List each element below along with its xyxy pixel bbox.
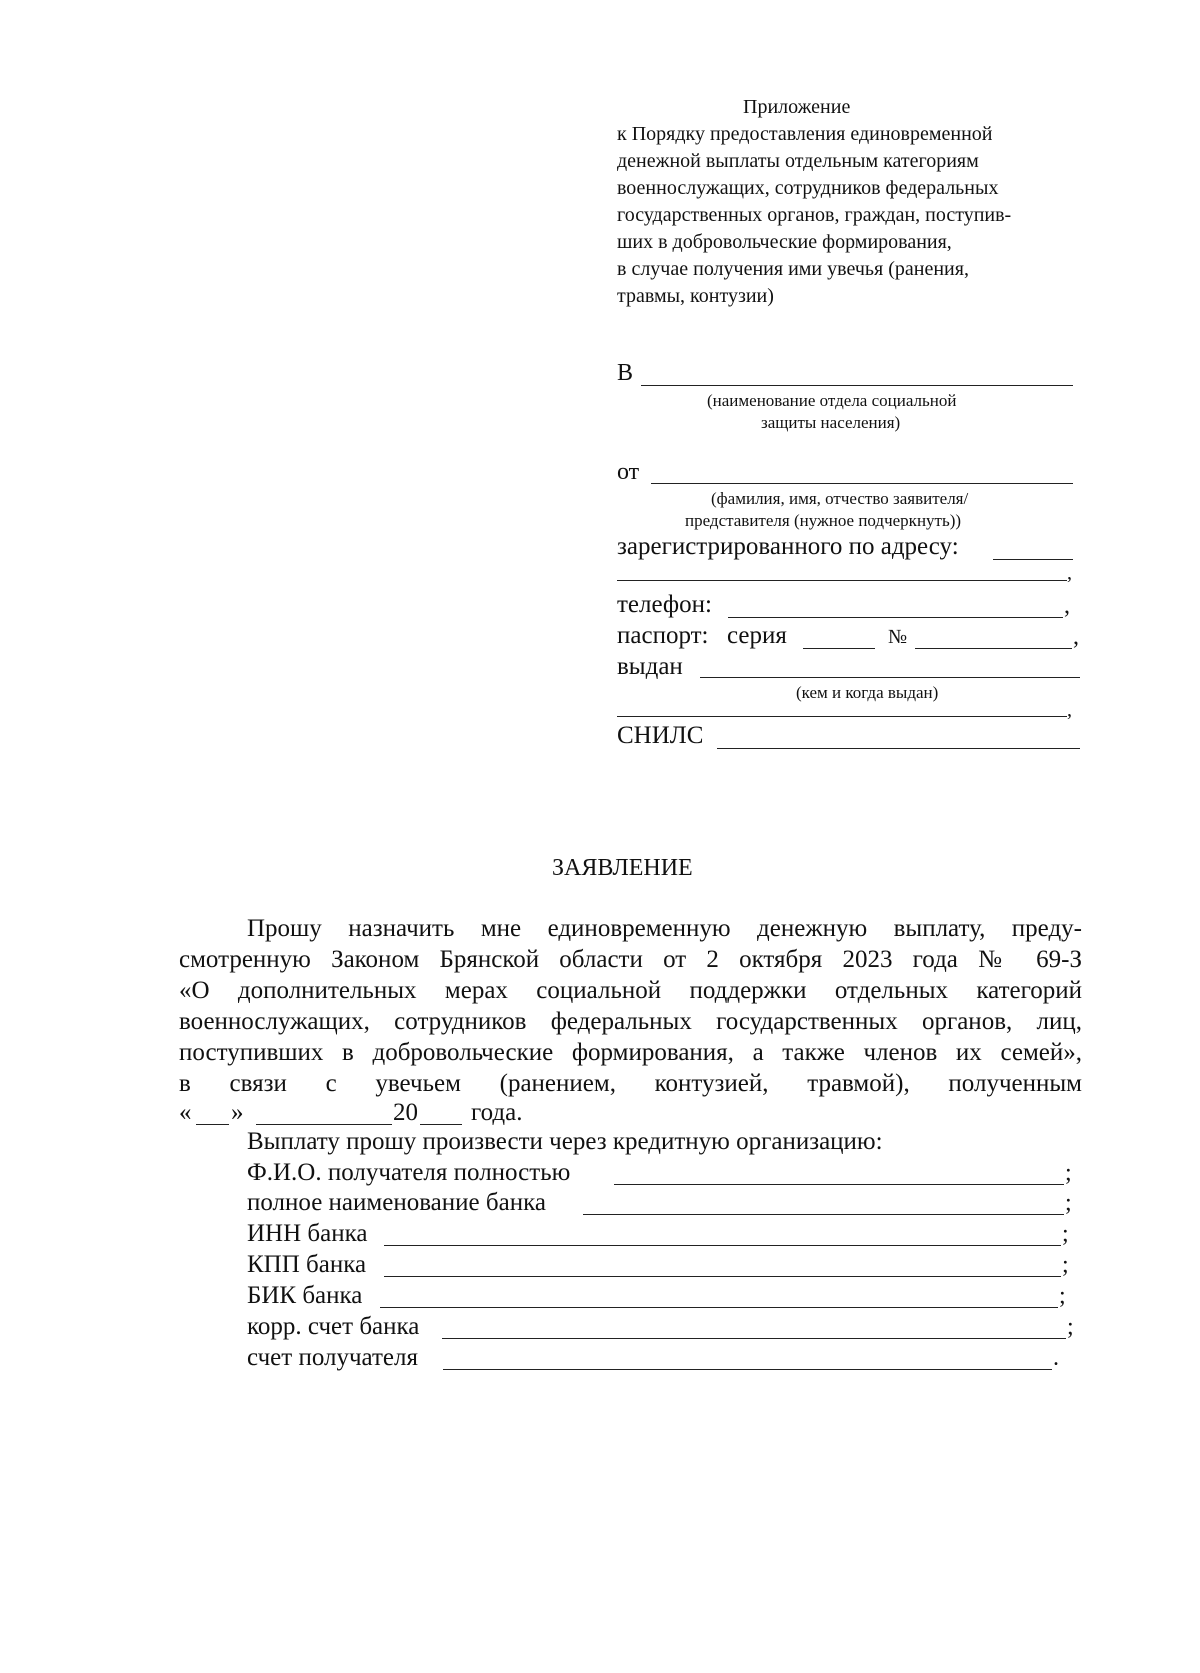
registered-address-field-2[interactable]: [617, 580, 1067, 581]
appendix-line: к Порядку предоставления единовременной: [617, 123, 993, 145]
date-year-field[interactable]: [420, 1124, 462, 1125]
field-end: ;: [1062, 1252, 1069, 1278]
comma: ,: [1064, 593, 1070, 619]
paragraph-line: «О дополнительных мерах социальной поддержки отдельных категорий: [179, 977, 1082, 1004]
bank-field-label: полное наименование банка: [247, 1189, 546, 1216]
to-hint: (наименование отдела социальной: [707, 391, 957, 410]
statement-title: ЗАЯВЛЕНИЕ: [552, 855, 693, 881]
paragraph-line: поступивших в добровольческие формирования, а также членов их семей»,: [179, 1039, 1082, 1066]
passport-label: паспорт:: [617, 622, 709, 649]
bank-field-label: корр. счет банка: [247, 1313, 420, 1340]
bank-field-label: КПП банка: [247, 1251, 367, 1278]
appendix-line: государственных органов, граждан, поступив-: [617, 204, 1012, 226]
field-end: ;: [1065, 1190, 1072, 1216]
field-end: ;: [1065, 1160, 1072, 1186]
appendix-line: в случае получения ими увечья (ранения,: [617, 258, 969, 280]
bank-field-label: БИК банка: [247, 1282, 363, 1309]
comma: ,: [1067, 699, 1072, 721]
to-label: В: [617, 360, 634, 386]
issued-by-field-2[interactable]: [617, 716, 1067, 717]
paragraph-line: в связи с увечьем (ранением, контузией, травмой), полученным: [179, 1070, 1082, 1097]
issued-label: выдан: [617, 653, 683, 680]
bank-kpp-field[interactable]: [384, 1276, 1061, 1277]
bank-corr-account-field[interactable]: [442, 1338, 1066, 1339]
appendix-line: денежной выплаты отдельным категориям: [617, 150, 979, 172]
date-year-prefix: 20: [393, 1099, 418, 1126]
issued-by-field[interactable]: [700, 677, 1080, 678]
bank-name-field[interactable]: [583, 1214, 1064, 1215]
appendix-title: Приложение: [743, 96, 851, 118]
number-label: №: [888, 626, 908, 648]
from-name-field[interactable]: [651, 483, 1073, 484]
snils-label: СНИЛС: [617, 722, 704, 749]
appendix-line: военнослужащих, сотрудников федеральных: [617, 177, 999, 199]
passport-series-field[interactable]: [803, 648, 875, 649]
date-suffix: года.: [471, 1099, 523, 1126]
date-close-quote: »: [231, 1099, 244, 1126]
field-end: ;: [1062, 1221, 1069, 1247]
issued-hint: (кем и когда выдан): [796, 683, 939, 702]
comma: ,: [1067, 562, 1072, 584]
date-open-quote: «: [179, 1099, 192, 1126]
from-hint: представителя (нужное подчеркнуть)): [685, 511, 962, 530]
phone-label: телефон:: [617, 591, 712, 618]
recipient-name-field[interactable]: [614, 1184, 1064, 1185]
to-department-field[interactable]: [641, 385, 1073, 386]
bank-inn-field[interactable]: [384, 1245, 1061, 1246]
snils-field[interactable]: [717, 748, 1080, 749]
comma: ,: [1073, 624, 1079, 650]
registered-label: зарегистрированного по адресу:: [617, 533, 959, 560]
registered-address-field[interactable]: [993, 559, 1073, 560]
bank-bik-field[interactable]: [380, 1307, 1058, 1308]
from-label: от: [617, 459, 640, 485]
from-hint: (фамилия, имя, отчество заявителя/: [711, 489, 969, 508]
date-day-field[interactable]: [196, 1124, 229, 1125]
recipient-account-field[interactable]: [443, 1369, 1052, 1370]
appendix-line: травмы, контузии): [617, 285, 774, 307]
appendix-line: ших в добровольческие формирования,: [617, 231, 952, 253]
paragraph-line: смотренную Законом Брянской области от 2 октября 2023 года № 69-З: [179, 946, 1082, 973]
bank-field-label: Ф.И.О. получателя полностью: [247, 1159, 571, 1186]
field-end: ;: [1067, 1314, 1074, 1340]
bank-field-label: ИНН банка: [247, 1220, 368, 1247]
field-end: .: [1053, 1345, 1059, 1371]
payout-intro: Выплату прошу произвести через кредитную организацию:: [247, 1128, 883, 1155]
passport-number-field[interactable]: [915, 648, 1072, 649]
phone-field[interactable]: [728, 617, 1063, 618]
field-end: ;: [1059, 1283, 1066, 1309]
bank-field-label: счет получателя: [247, 1344, 418, 1371]
to-hint: защиты населения): [761, 413, 901, 432]
date-month-field[interactable]: [256, 1124, 392, 1125]
paragraph-line: военнослужащих, сотрудников федеральных государственных органов, лиц,: [179, 1008, 1082, 1035]
series-label: серия: [727, 622, 787, 649]
paragraph-line: Прошу назначить мне единовременную денежную выплату, преду-: [247, 915, 1082, 942]
